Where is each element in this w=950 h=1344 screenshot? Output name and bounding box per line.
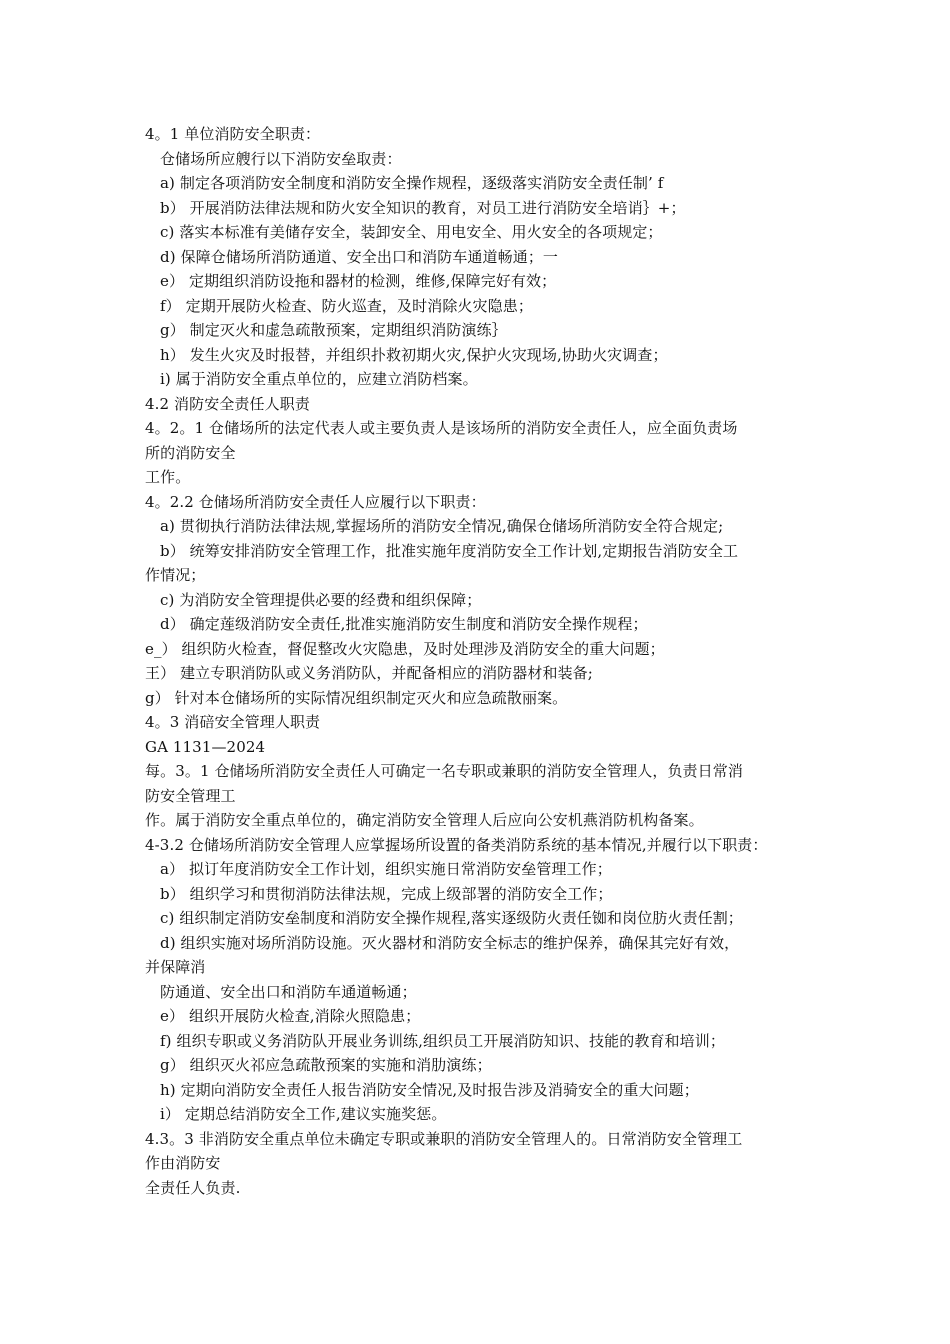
text-line: 4。3 消碚安全管理人职责 — [145, 713, 321, 731]
text-line: h) 定期向消防安全责任人报告消防安全情况,及时报告涉及消骑安全的重大问题； — [160, 1080, 699, 1099]
text-line: 4。1 单位消防安全职责： — [145, 125, 321, 143]
text-line: a） 拟订年度消防安全工作计划，组织实施日常消防安垒管理工作； — [160, 860, 612, 878]
text-line: a) 贯彻执行消防法律法规,掌握场所的消防安全情况,确保仓储场所消防安全符合规定; — [160, 517, 724, 535]
text-line: i） 定期总结消防安全工作,建议实施奖惩。 — [160, 1105, 447, 1123]
text-line: i) 属于消防安全重点单位的，应建立消防档案。 — [160, 370, 478, 388]
text-line: 4。2。1 仓储场所的法定代表人或主要负责人是该场所的消防安全责任人，应全面负责场 — [145, 419, 738, 437]
text-line: 4。2.2 仓储场所消防安全责任人应履行以下职责： — [145, 492, 486, 511]
text-line: g） 组织灭火祁应急疏散预案的实施和消肋演练； — [160, 1056, 492, 1074]
text-line: b） 开展消防法律法规和防火安全知识的教育，对员工进行消防安全培诮｝+； — [160, 198, 686, 217]
text-line: h） 发生火灾及时报替，并组织扑救初期火灾,保护火灾现场,协助火灾调查； — [160, 345, 668, 364]
text-line: 全责任人负责. — [145, 1178, 241, 1197]
text-line: g） 制定灭火和虚急疏散预案，定期组织消防演练｝ — [160, 321, 507, 339]
text-line: 工作。 — [145, 468, 191, 486]
text-line: b） 组织学习和贯彻消防法律法规，完成上级部署的消防安全工作； — [160, 884, 613, 903]
text-line: e_） 组织防火检查，督促整改火灾隐患，及时处理涉及消防安全的重大问题； — [145, 639, 665, 658]
document-body — [145, 122, 820, 1200]
text-line: b） 统筹安排消防安全管理工作，批准实施年度消防安全工作计划,定期报告消防安全工 — [160, 541, 739, 560]
text-line: e） 组织开展防火检查,消除火照隐患； — [160, 1007, 421, 1025]
text-line: f） 定期开展防火检查、防火巡查，及时消除火灾隐患； — [160, 296, 533, 315]
text-line: a) 制定各项消防安全制度和消防安全操作规程，逐级落实消防安全责任制’ f — [160, 174, 664, 192]
text-line: 作情况； — [145, 566, 206, 584]
text-line: GA 1131—2024 — [145, 737, 266, 756]
text-line: 防通道、安全出口和消防车通道畅通； — [160, 982, 417, 1001]
text-line: 作由消防安 — [145, 1154, 221, 1172]
text-line: d) 组织实施对场所消防设施。灭火器材和消防安全标志的维护保养，确保其完好有效， — [160, 933, 740, 952]
text-line: 仓储场所应艘行以下消防安垒取责： — [160, 149, 402, 168]
text-line: 4-3.2 仓储场所消防安全管理人应掌握场所设置的备类消防系统的基本情况,并履行以下职责： — [145, 835, 768, 854]
text-line: 每。3。1 仓储场所消防安全责任人可确定一名专职或兼职的消防安全管理人，负责日常消 — [145, 762, 743, 780]
text-line: c) 组织制定消防安垒制度和消防安全操作规程,落实逐级防火责任铷和岗位肪火责任割； — [160, 909, 743, 927]
text-line: 并保障消 — [145, 958, 206, 976]
text-line: 作。属于消防安全重点单位的，确定消防安全管理人后应向公安机燕消防机构备案。 — [145, 811, 704, 829]
text-line: 4.3。3 非消防安全重点单位未确定专职或兼职的消防安全管理人的。日常消防安全管理工 — [145, 1129, 743, 1148]
text-line: 防安全管理工 — [145, 786, 236, 805]
text-line: c) 落实本标准有美储存安全，装卸安全、用电安全、用火安全的各项规定； — [160, 223, 663, 241]
text-line: d） 确定莲级消防安全责任,批准实施消防安生制度和消防安全操作规程； — [160, 615, 648, 633]
text-line: e） 定期组织消防设拖和器材的检测，维修,保障完好有效； — [160, 272, 557, 290]
text-line: 王） 建立专职消防队或义务消防队，并配备相应的消防器材和装备; — [145, 664, 593, 682]
text-line: g） 针对本仓储场所的实际情况组织制定灭火和应急疏散丽案。 — [145, 688, 568, 707]
text-line: d) 保障仓储场所消防通道、安全出口和消防车通道畅通；一 — [160, 247, 559, 266]
text-line: f) 组织专职或义务消防队开展业务训练,组织员工开展消防知识、技能的教育和培训； — [160, 1031, 725, 1050]
text-line: 所的消防安全 — [145, 443, 236, 462]
text-line: c) 为消防安全管理提供必要的经费和组织保障； — [160, 590, 482, 609]
text-line: 4.2 消防安全责任人职责 — [145, 394, 310, 413]
